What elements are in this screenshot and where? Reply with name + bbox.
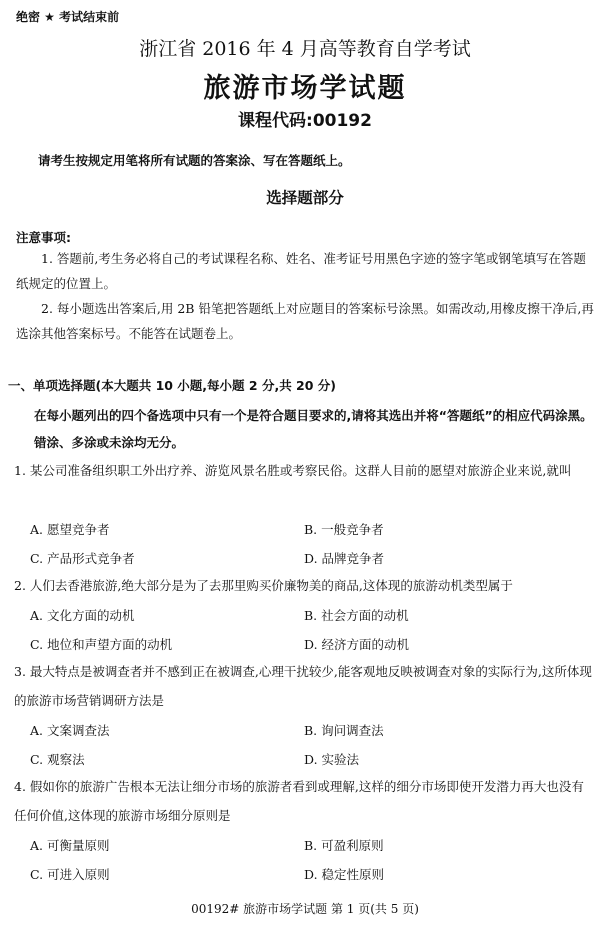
- course-code: 课程代码:00192: [238, 111, 372, 131]
- exam-title: 浙江省 2016 年 4 月高等教育自学考试: [139, 38, 471, 60]
- notes-title: 注意事项:: [16, 230, 71, 245]
- question-stem: 2. 人们去香港旅游,绝大部分是为了去那里购买价廉物美的商品,这体现的旅游动机类型属于: [14, 578, 513, 593]
- question-stem: 1. 某公司准备组织职工外出疗养、游览风景名胜或考察民俗。这群人目前的愿望对旅游企业来说,就叫: [14, 463, 572, 478]
- option-b: B. 可盈利原则: [304, 838, 384, 853]
- note-item: 1. 答题前,考生务必将自己的考试课程名称、姓名、准考证号用黑色字迹的签字笔或钢笔填写在答题纸规定的位置上。: [16, 251, 586, 291]
- option-b: B. 社会方面的动机: [304, 608, 409, 623]
- option-a: A. 文案调查法: [30, 723, 110, 738]
- option-d: D. 稳定性原则: [304, 867, 385, 882]
- question-stem: 4. 假如你的旅游广告根本无法让细分市场的旅游者看到或理解,这样的细分市场即使开发潜力再大也没有任何价值,这体现的旅游市场细分原则是: [14, 779, 584, 823]
- option-c: C. 产品形式竞争者: [30, 551, 135, 566]
- confidential-label: 绝密 ★ 考试结束前: [16, 10, 120, 24]
- page-footer: 00192# 旅游市场学试题 第 1 页(共 5 页): [191, 902, 419, 916]
- part-heading: 一、单项选择题(本大题共 10 小题,每小题 2 分,共 20 分): [8, 378, 337, 393]
- option-a: A. 愿望竞争者: [30, 522, 110, 537]
- option-d: D. 实验法: [304, 752, 360, 767]
- option-d: D. 品牌竞争者: [304, 551, 385, 566]
- option-a: A. 文化方面的动机: [30, 608, 135, 623]
- question-stem: 3. 最大特点是被调查者并不感到正在被调查,心理干扰较少,能客观地反映被调查对象的实际行为,这所体现的旅游市场营销调研方法是: [14, 664, 592, 708]
- note-item: 2. 每小题选出答案后,用 2B 铅笔把答题纸上对应题目的答案标号涂黑。如需改动,用橡皮擦干净后,再选涂其他答案标号。不能答在试题卷上。: [16, 301, 594, 341]
- answer-instruction: 请考生按规定用笔将所有试题的答案涂、写在答题纸上。: [38, 153, 351, 168]
- option-b: B. 一般竞争者: [304, 522, 384, 537]
- option-c: C. 地位和声望方面的动机: [30, 637, 173, 652]
- option-c: C. 观察法: [30, 752, 85, 767]
- option-d: D. 经济方面的动机: [304, 637, 410, 652]
- option-b: B. 询问调查法: [304, 723, 384, 738]
- section-title: 选择题部分: [266, 189, 344, 207]
- part-description: 在每小题列出的四个备选项中只有一个是符合题目要求的,请将其选出并将“答题纸”的相应代码涂黑。错涂、多涂或未涂均无分。: [34, 408, 593, 450]
- option-c: C. 可进入原则: [30, 867, 110, 882]
- option-a: A. 可衡量原则: [30, 838, 110, 853]
- subject-title: 旅游市场学试题: [203, 73, 407, 104]
